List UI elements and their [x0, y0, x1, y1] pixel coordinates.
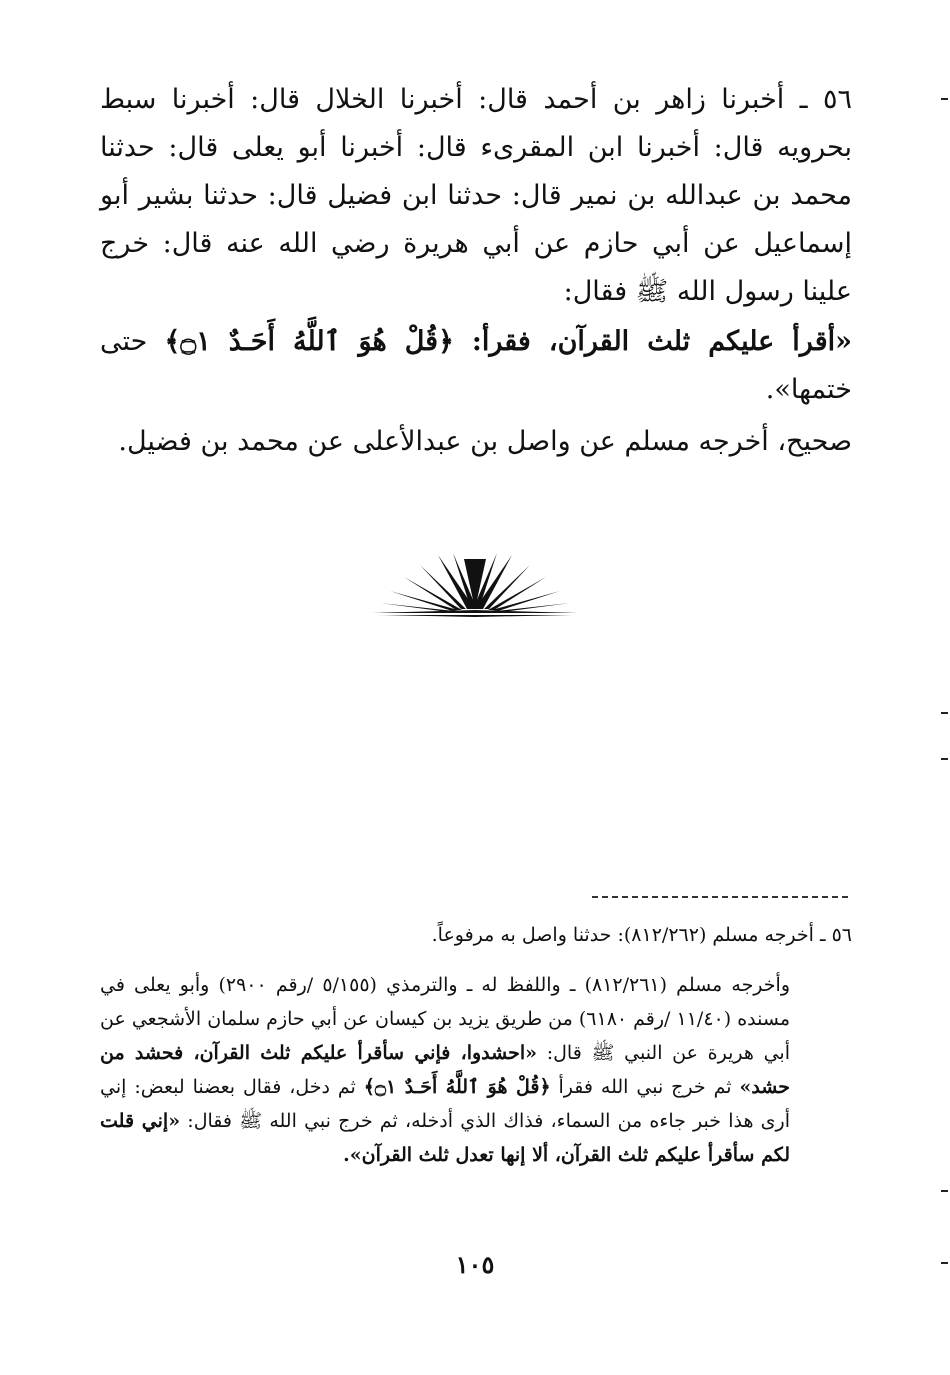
hadith-quote: «أقرأ عليكم ثلث القرآن، فقرأ: ﴿قُلْ هُوَ ٱللَّهُ أَحَـدٌ ۝١﴾	[164, 326, 852, 357]
footnote-quran-quote: ﴿قُلْ هُوَ ٱللَّهُ أَحَـدٌ ۝١﴾	[363, 1076, 551, 1098]
isnad-text: ٥٦ ـ أخبرنا زاهر بن أحمد قال: أخبرنا الخلال قال: أخبرنا سبط بحرويه قال: أخبرنا ابن المقرىء قال: أخبرنا أبو يعلى قال: حدثنا محمد بن عبدالله بن نمير قال: حدثنا ابن فضيل قال: حدثنا بشير أبو إسماعيل عن أبي حازم عن أبي هريرة رضي الله عنه قال: خرج علينا رسول الله ﷺ فقال:	[100, 84, 852, 307]
scan-edge-mark	[941, 758, 948, 760]
grading-text: صحيح، أخرجه مسلم عن واصل بن عبدالأعلى عن محمد بن فضيل.	[118, 426, 852, 457]
footnote-text: ثم خرج نبي الله فقرأ	[550, 1076, 740, 1098]
sunburst-ornament-icon	[368, 553, 582, 619]
scan-edge-mark	[941, 712, 948, 714]
footnote-takhrij	[100, 968, 790, 1172]
footnote-quote: «إني قلت لكم سأقرأ عليكم ثلث القرآن، ألا إنها تعدل ثلث القرآن».	[100, 1110, 790, 1166]
footnote-separator	[592, 896, 848, 898]
grading-paragraph	[100, 418, 852, 466]
hadith-matn-paragraph	[100, 318, 852, 414]
scan-edge-mark	[941, 1190, 948, 1192]
footnote-quote: «احشدوا، فإني سأقرأ عليكم ثلث القرآن، فحشد من حشد»	[100, 1042, 790, 1098]
hadith-quote-end: حتى ختمها».	[100, 326, 852, 405]
footnote-first	[100, 918, 852, 952]
footnote-text: ٥٦ ـ أخرجه مسلم (٨١٢/٢٦٢): حدثنا واصل به مرفوعاً.	[431, 924, 852, 946]
scan-edge-mark	[941, 1262, 948, 1264]
footnote-text: ثم دخل، فقال بعضنا لبعض: إني أرى هذا خبر جاءه من السماء، فذاك الذي أدخله، ثم خرج نبي الله ﷺ فقال:	[100, 1076, 790, 1132]
scan-edge-mark	[941, 98, 948, 100]
page-number: ١٠٥	[455, 1250, 495, 1279]
footnote-text: وأخرجه مسلم (٨١٢/٢٦١) ـ واللفظ له ـ والترمذي (٥/١٥٥ /رقم ٢٩٠٠) وأبو يعلى في مسنده (١١/٤٠ /رقم ٦١٨٠) من طريق يزيد بن كيسان عن أبي حازم سلمان الأشجعي عن أبي هريرة عن النبي ﷺ قال:	[100, 974, 791, 1064]
hadith-isnad-paragraph	[100, 76, 852, 316]
